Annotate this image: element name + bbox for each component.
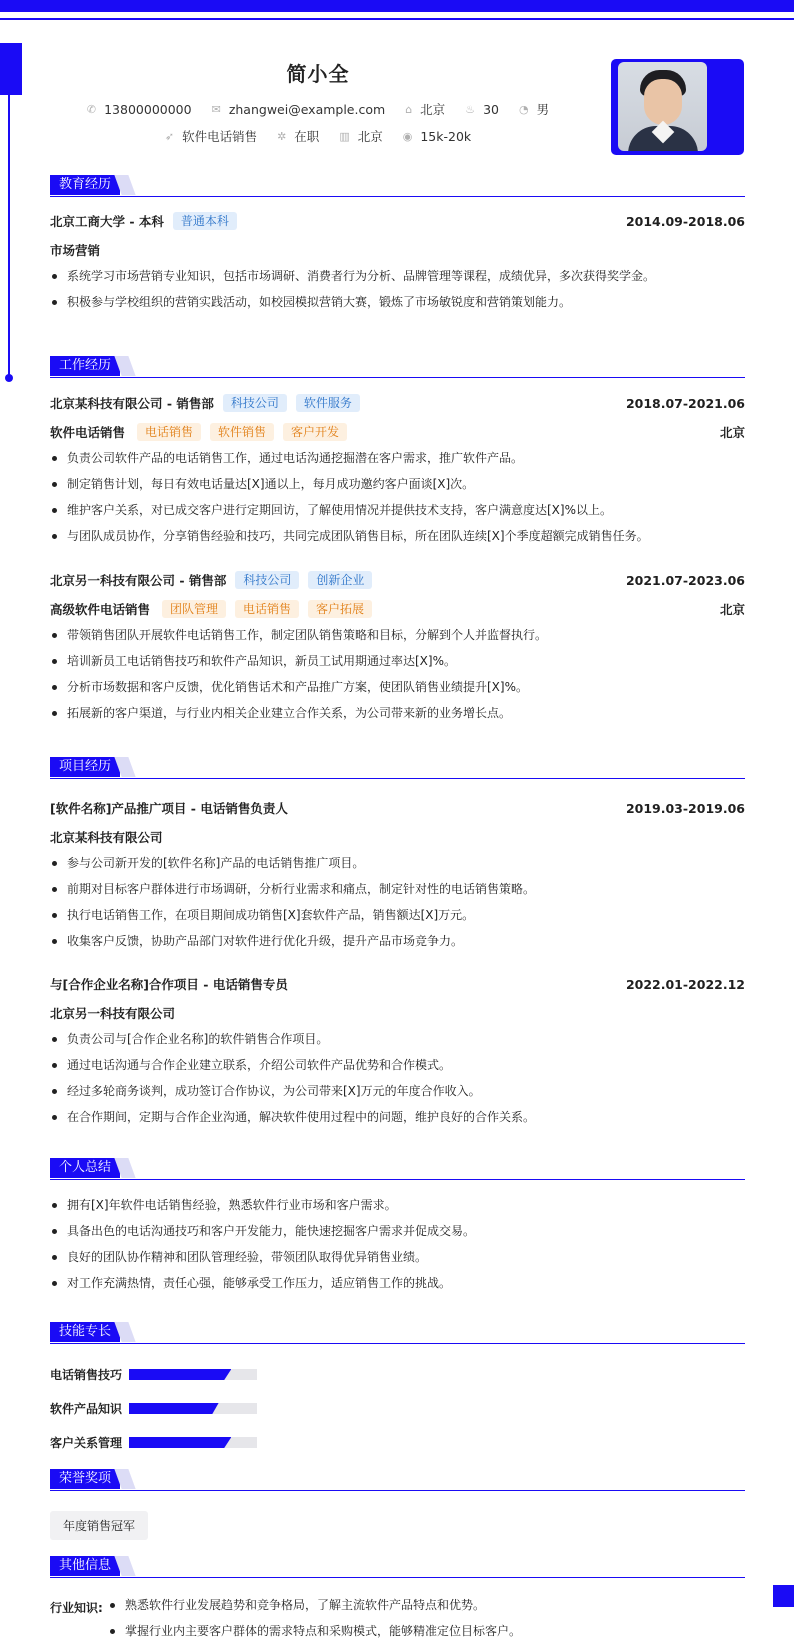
cake-icon: ♨ bbox=[465, 102, 476, 116]
list-item: 负责公司软件产品的电话销售工作，通过电话沟通挖掘潜在客户需求，推广软件产品。 bbox=[50, 448, 745, 474]
education-bullets bbox=[50, 266, 745, 318]
list-item: 培训新员工电话销售技巧和软件产品知识，新员工试用期通过率达[X]%。 bbox=[50, 651, 745, 677]
company-badge: 科技公司 bbox=[235, 571, 299, 589]
section-skills bbox=[50, 1322, 745, 1344]
skill-row bbox=[50, 1400, 257, 1417]
location-info: ⌂ 北京 bbox=[405, 102, 446, 117]
section-title: 项目经历 bbox=[50, 757, 120, 777]
section-other bbox=[50, 1556, 745, 1578]
skill-bar-fill bbox=[129, 1369, 231, 1380]
section-divider bbox=[50, 196, 745, 197]
section-summary bbox=[50, 1158, 745, 1180]
list-item: 积极参与学校组织的营销实践活动，如校园模拟营销大赛，锻炼了市场敏锐度和营销策划能力。 bbox=[50, 292, 745, 318]
list-item: 负责公司与[合作企业名称]的软件销售合作项目。 bbox=[50, 1029, 745, 1055]
list-item: 经过多轮商务谈判，成功签订合作协议，为公司带来[X]万元的年度合作收入。 bbox=[50, 1081, 745, 1107]
skill-tag: 软件销售 bbox=[210, 423, 274, 441]
award-chip: 年度销售冠军 bbox=[50, 1511, 148, 1540]
home-icon: ⌂ bbox=[405, 102, 413, 116]
list-item: 与团队成员协作，分享销售经验和技巧，共同完成团队销售目标，所在团队连续[X]个季度超额完成销售任务。 bbox=[50, 526, 745, 552]
section-awards bbox=[50, 1469, 745, 1491]
skill-bar-track bbox=[129, 1437, 257, 1448]
education-row bbox=[50, 212, 745, 230]
skill-bar-fill bbox=[129, 1403, 219, 1414]
list-item: 前期对目标客户群体进行市场调研，分析行业需求和痛点，制定针对性的电话销售策略。 bbox=[50, 879, 745, 905]
work-bullets bbox=[50, 448, 745, 552]
list-item: 维护客户关系，对已成交客户进行定期回访，了解使用情况并提供技术支持，客户满意度达[X]%以上。 bbox=[50, 500, 745, 526]
skill-tag: 电话销售 bbox=[235, 600, 299, 618]
section-education bbox=[50, 175, 745, 197]
list-item: 通过电话沟通与合作企业建立联系，介绍公司软件产品优势和合作模式。 bbox=[50, 1055, 745, 1081]
work-position-row bbox=[50, 600, 745, 618]
settings-icon: ✲ bbox=[277, 129, 287, 143]
work-company-row bbox=[50, 571, 745, 589]
list-item: 参与公司新开发的[软件名称]产品的电话销售推广项目。 bbox=[50, 853, 745, 879]
project-company-row bbox=[50, 1004, 745, 1022]
section-divider bbox=[50, 1179, 745, 1180]
skill-tag: 客户拓展 bbox=[308, 600, 372, 618]
salary-info: ◉ 15k-20k bbox=[402, 128, 472, 144]
company-name: 北京某科技有限公司 - 销售部 bbox=[50, 396, 214, 411]
top-accent-line bbox=[0, 18, 794, 20]
top-accent-bar bbox=[0, 0, 794, 12]
skill-bar-track bbox=[129, 1369, 257, 1380]
section-divider bbox=[50, 1343, 745, 1344]
list-item: 制定销售计划，每日有效电话量达[X]通以上，每月成功邀约客户面谈[X]次。 bbox=[50, 474, 745, 500]
age-info: ♨ 30 bbox=[465, 101, 499, 117]
list-item: 良好的团队协作精神和团队管理经验，带领团队取得优异销售业绩。 bbox=[50, 1247, 745, 1273]
building-icon: ▥ bbox=[339, 129, 350, 143]
corner-accent-block bbox=[773, 1585, 794, 1607]
target-job-info: ➶ 软件电话销售 bbox=[164, 129, 258, 144]
gender-icon: ◔ bbox=[518, 102, 529, 116]
project-date: 2019.03-2019.06 bbox=[625, 800, 745, 816]
project-title: 与[合作企业名称]合作项目 - 电话销售专员 bbox=[50, 977, 288, 992]
list-item: 拥有[X]年软件电话销售经验，熟悉软件行业市场和客户需求。 bbox=[50, 1195, 745, 1221]
section-title: 工作经历 bbox=[50, 356, 120, 376]
skill-tag: 电话销售 bbox=[137, 423, 201, 441]
photo-face bbox=[644, 79, 682, 125]
skill-tag: 客户开发 bbox=[283, 423, 347, 441]
list-item: 具备出色的电话沟通技巧和客户开发能力，能快速挖掘客户需求并促成交易。 bbox=[50, 1221, 745, 1247]
status-info: ✲ 在职 bbox=[277, 129, 320, 144]
skill-label: 软件产品知识 bbox=[50, 1402, 123, 1416]
job-intent-row bbox=[0, 127, 636, 145]
section-divider bbox=[50, 377, 745, 378]
work-city: 北京 bbox=[719, 602, 745, 617]
list-item: 带领销售团队开展软件电话销售工作，制定团队销售策略和目标，分解到个人并监督执行。 bbox=[50, 625, 745, 651]
major-row bbox=[50, 241, 745, 259]
education-date: 2014.09-2018.06 bbox=[625, 213, 745, 229]
list-item: 收集客户反馈，协助产品部门对软件进行优化升级，提升产品市场竞争力。 bbox=[50, 931, 745, 957]
phone-icon: ✆ bbox=[86, 102, 97, 116]
summary-bullets bbox=[50, 1195, 745, 1299]
list-item: 熟悉软件行业发展趋势和竞争格局，了解主流软件产品特点和优势。 bbox=[108, 1595, 521, 1621]
coin-icon: ◉ bbox=[402, 129, 413, 143]
work-company-row bbox=[50, 394, 745, 412]
contact-row bbox=[0, 100, 636, 118]
section-title: 其他信息 bbox=[50, 1556, 120, 1576]
position-name: 软件电话销售 bbox=[50, 425, 126, 440]
work-bullets bbox=[50, 625, 745, 729]
company-badge: 科技公司 bbox=[223, 394, 287, 412]
email-info: ✉ zhangwei@example.com bbox=[211, 101, 386, 117]
list-item: 在合作期间，定期与合作企业沟通，解决软件使用过程中的问题，维护良好的合作关系。 bbox=[50, 1107, 745, 1133]
skill-label: 电话销售技巧 bbox=[50, 1368, 123, 1382]
list-item: 分析市场数据和客户反馈，优化销售话术和产品推广方案，使团队销售业绩提升[X]%。 bbox=[50, 677, 745, 703]
list-item: 执行电话销售工作，在项目期间成功销售[X]套软件产品，销售额达[X]万元。 bbox=[50, 905, 745, 931]
company-name: 北京另一科技有限公司 - 销售部 bbox=[50, 573, 227, 588]
section-divider bbox=[50, 778, 745, 779]
work-date: 2018.07-2021.06 bbox=[625, 395, 745, 411]
skill-bar-fill bbox=[129, 1437, 231, 1448]
profile-photo bbox=[618, 62, 707, 151]
project-company: 北京某科技有限公司 bbox=[50, 830, 163, 845]
skill-row bbox=[50, 1434, 257, 1451]
mail-icon: ✉ bbox=[211, 102, 221, 116]
project-company: 北京另一科技有限公司 bbox=[50, 1006, 176, 1021]
send-icon: ➶ bbox=[164, 129, 175, 143]
section-title: 技能专长 bbox=[50, 1322, 120, 1342]
phone-info: ✆ 13800000000 bbox=[86, 101, 192, 117]
section-work bbox=[50, 356, 745, 378]
section-title: 个人总结 bbox=[50, 1158, 120, 1178]
skill-row bbox=[50, 1366, 257, 1383]
project-title: [软件名称]产品推广项目 - 电话销售负责人 bbox=[50, 801, 288, 816]
section-divider bbox=[50, 1577, 745, 1578]
work-position-row bbox=[50, 423, 745, 441]
section-title: 教育经历 bbox=[50, 175, 120, 195]
section-projects bbox=[50, 757, 745, 779]
degree-badge: 普通本科 bbox=[173, 212, 237, 230]
list-item: 拓展新的客户渠道，与行业内相关企业建立合作关系，为公司带来新的业务增长点。 bbox=[50, 703, 745, 729]
other-info-label: 行业知识: bbox=[50, 1601, 103, 1615]
skill-tag: 团队管理 bbox=[162, 600, 226, 618]
list-item: 掌握行业内主要客户群体的需求特点和采购模式，能够精准定位目标客户。 bbox=[108, 1621, 521, 1647]
side-accent-dot bbox=[5, 374, 13, 382]
project-bullets bbox=[50, 1029, 745, 1133]
section-title: 荣誉奖项 bbox=[50, 1469, 120, 1489]
project-bullets bbox=[50, 853, 745, 957]
list-item: 系统学习市场营销专业知识，包括市场调研、消费者行为分析、品牌管理等课程，成绩优异，多次获得奖学金。 bbox=[50, 266, 745, 292]
project-title-row bbox=[50, 975, 745, 993]
resume-name: 简小全 bbox=[286, 62, 350, 86]
project-date: 2022.01-2022.12 bbox=[625, 976, 745, 992]
section-divider bbox=[50, 1490, 745, 1491]
company-badge: 创新企业 bbox=[308, 571, 372, 589]
target-city-info: ▥ 北京 bbox=[339, 129, 383, 144]
company-badge: 软件服务 bbox=[296, 394, 360, 412]
project-title-row bbox=[50, 799, 745, 817]
school-name: 北京工商大学 - 本科 bbox=[50, 214, 164, 229]
skill-bar-track bbox=[129, 1403, 257, 1414]
project-company-row bbox=[50, 828, 745, 846]
major-name: 市场营销 bbox=[50, 243, 101, 258]
skill-label: 客户关系管理 bbox=[50, 1436, 123, 1450]
gender-info: ◔ 男 bbox=[518, 102, 550, 117]
profile-photo-frame bbox=[611, 59, 744, 155]
list-item: 对工作充满热情，责任心强，能够承受工作压力，适应销售工作的挑战。 bbox=[50, 1273, 745, 1299]
position-name: 高级软件电话销售 bbox=[50, 602, 151, 617]
work-city: 北京 bbox=[719, 425, 745, 440]
work-date: 2021.07-2023.06 bbox=[625, 572, 745, 588]
other-info-bullets bbox=[108, 1595, 521, 1647]
